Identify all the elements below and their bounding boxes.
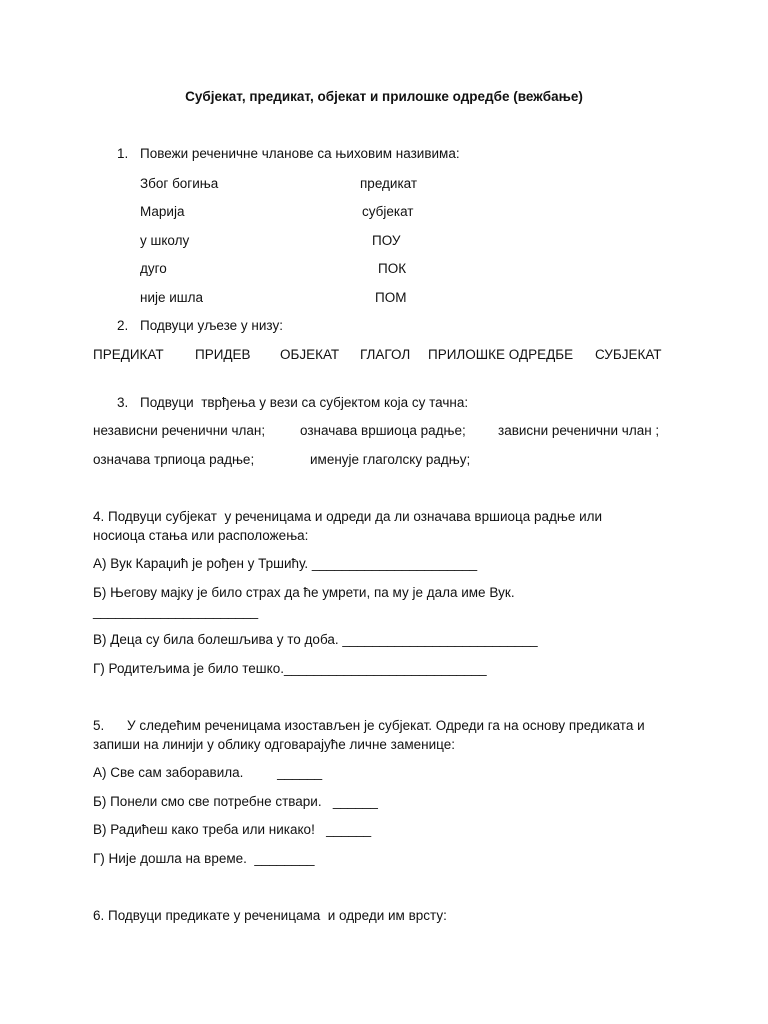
- task6-instruction: 6. Подвуци предикате у реченицама и одреди им врсту:: [93, 908, 447, 923]
- task5-item: В) Радићеш како треба или никако! ______: [93, 822, 372, 837]
- task4-instruction: носиоца стања или расположења:: [93, 528, 309, 543]
- task1-left-item: није ишла: [140, 290, 204, 305]
- task2-word: ОБЈЕКАТ: [280, 347, 340, 362]
- task4-item: А) Вук Караџић је рођен у Тршићу. ______________________: [93, 556, 478, 571]
- task2-instruction: Подвуци уљезе у низу:: [140, 318, 283, 333]
- task4-instruction: 4. Подвуци субјекат у реченицама и одреди да ли означава вршиоца радње или: [93, 509, 603, 524]
- task3-instruction: Подвуци тврђења у вези са субјектом која су тачна:: [140, 395, 469, 410]
- task2-word: ПРЕДИКАТ: [93, 347, 164, 362]
- task5-item: Г) Није дошла на време. ________: [93, 851, 315, 866]
- task1-right-item: ПОМ: [375, 290, 407, 305]
- task4-item: В) Деца су била болешљива у то доба. __________________________: [93, 632, 538, 647]
- task1-right-item: ПОУ: [372, 233, 401, 248]
- task4-answer-line: ______________________: [93, 604, 259, 619]
- task3-option: означава трпиоца радње;: [93, 452, 255, 467]
- task1-right-item: предикат: [360, 176, 418, 191]
- task5-number: 5.: [93, 718, 105, 733]
- task1-left-item: Због богиња: [140, 176, 219, 191]
- task1-number: 1.: [117, 146, 129, 161]
- task3-number: 3.: [117, 395, 129, 410]
- task1-left-item: у школу: [140, 233, 190, 248]
- task1-left-item: Марија: [140, 204, 185, 219]
- task5-item: Б) Понели смо све потребне ствари. ______: [93, 794, 378, 809]
- task2-word: СУБЈЕКАТ: [595, 347, 662, 362]
- task3-option: независни реченични члан;: [93, 423, 266, 438]
- task4-item: Г) Родитељима је било тешко.___________________________: [93, 661, 487, 676]
- task1-right-item: субјекат: [362, 204, 414, 219]
- task2-word: ПРИДЕВ: [195, 347, 251, 362]
- task5-item: А) Све сам заборавила. ______: [93, 765, 323, 780]
- task3-option: означава вршиоца радње;: [300, 423, 466, 438]
- task2-number: 2.: [117, 318, 129, 333]
- task5-instruction: запиши на линији у облику одговарајуће личне заменице:: [93, 737, 455, 752]
- task3-option: зависни реченични члан ;: [498, 423, 660, 438]
- page-title: Субјекат, предикат, објекат и прилошке одредбе (вежбање): [185, 89, 583, 104]
- task5-instruction: У следећим реченицама изостављен је субјекат. Одреди га на основу предиката и: [127, 718, 645, 733]
- task2-word: ПРИЛОШКЕ ОДРЕДБЕ: [428, 347, 574, 362]
- task1-instruction: Повежи реченичне чланове са њиховим називима:: [140, 146, 460, 161]
- task3-option: именује глаголску радњу;: [310, 452, 471, 467]
- task1-right-item: ПОК: [378, 261, 407, 276]
- task1-left-item: дуго: [140, 261, 167, 276]
- task2-word: ГЛАГОЛ: [360, 347, 411, 362]
- task4-item: Б) Његову мајку је било страх да ће умрети, па му је дала име Вук.: [93, 585, 515, 600]
